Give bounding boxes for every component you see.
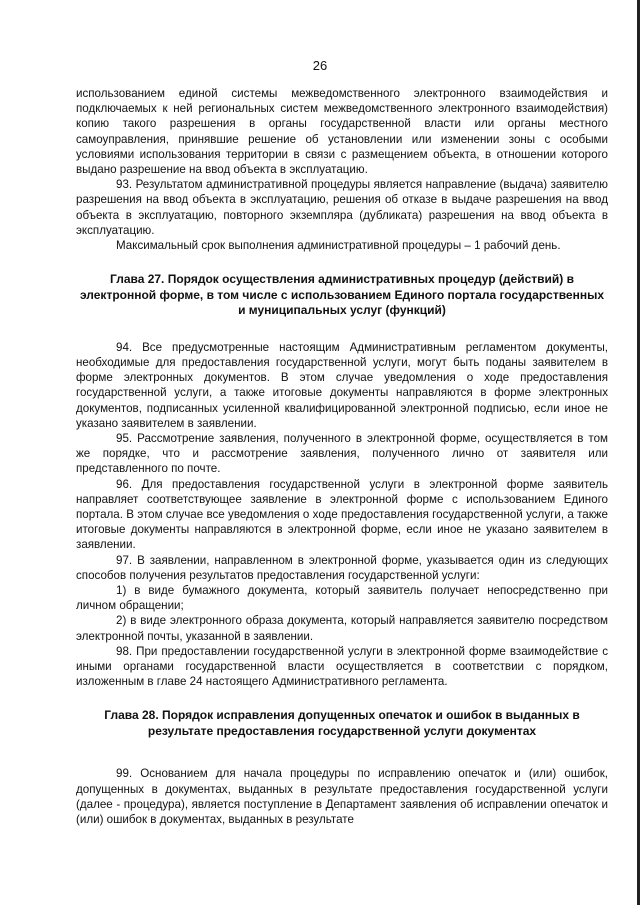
paragraph-97-item-1: 1) в виде бумажного документа, который заявитель получает непосредственно при личном обращении; xyxy=(76,583,608,613)
paragraph-93: 93. Результатом административной процедуры является направление (выдача) заявителю разрешения на ввод объекта в эксплуатацию, решения об отказе в выдаче разрешения на ввод объекта в эксплуатацию, повторного экземпляра (дубликата) разрешения на ввод объекта в эксплуатацию. xyxy=(76,178,608,237)
paragraph-98: 98. При предоставлении государственной услуги в электронной форме взаимодействие с иными органами государственной власти осуществляется в соответствии с порядком, изложенным в главе 24 настоящего Административного регламента. xyxy=(76,644,608,689)
paragraph-95: 95. Рассмотрение заявления, полученного в электронной форме, осуществляется в том же порядке, что и рассмотрение заявления, полученного лично от заявителя или представленного по почте. xyxy=(76,431,608,476)
paragraph-99: 99. Основанием для начала процедуры по исправлению опечаток и (или) ошибок, допущенных в документах, выданных в результате предоставления государственной услуги (далее - процедура), является поступление в Департамент заявления об исправлении опечаток и (или) ошибок в документах, выданных в результате xyxy=(76,767,608,827)
chapter-28-title: Глава 28. Порядок исправления допущенных опечаток и ошибок в выданных в результате предоставления государственной услуги документах xyxy=(104,708,580,738)
paragraph-97-item-2: 2) в виде электронного образа документа, который направляется заявителю посредством электронной почты, указанной в заявлении. xyxy=(76,614,608,643)
paragraph-97: 97. В заявлении, направленном в электронной форме, указывается один из следующих способов получения результатов предоставления государственной услуги: xyxy=(76,553,608,582)
page-number: 26 xyxy=(312,58,328,73)
paragraph-94: 94. Все предусмотренные настоящим Административным регламентом документы, необходимые для предоставления государственной услуги, могут быть поданы заявителем в форме электронных документов. В этом случае уведомления о ходе предоставления государственной услуги, а также итоговые документы направляются в форме электронных документов, подписанных усиленной квалифицированной электронной подписью, если иное не указано заявителем в заявлении. xyxy=(76,340,608,430)
paragraph-continuation: использованием единой системы межведомственного электронного взаимодействия и подключаемых к ней региональных систем межведомственного электронного взаимодействия) копию такого разрешения в органы государственной власти или органы местного самоуправления, принявшие решение об установлении или изменении зоны с особыми условиями использования территории в связи с размещением объекта, в отношении которого выдано разрешение на ввод объекта в эксплуатацию. xyxy=(76,87,608,177)
paragraph-96: 96. Для предоставления государственной услуги в электронной форме заявитель направляет соответствующее заявление в электронной форме с использованием Единого портала. В этом случае все уведомления о ходе предоставления государственной услуги, а также итоговые документы направляются в электронной форме, если иное не указано заявителем в заявлении. xyxy=(76,477,608,552)
chapter-27-title: Глава 27. Порядок осуществления административных процедур (действий) в электронной форме, в том числе с использованием Единого портала государственных и муниципальных услуг (функций) xyxy=(79,272,605,318)
paragraph-max-term: Максимальный срок выполнения административной процедуры – 1 рабочий день. xyxy=(116,239,561,253)
document-body xyxy=(76,86,608,827)
